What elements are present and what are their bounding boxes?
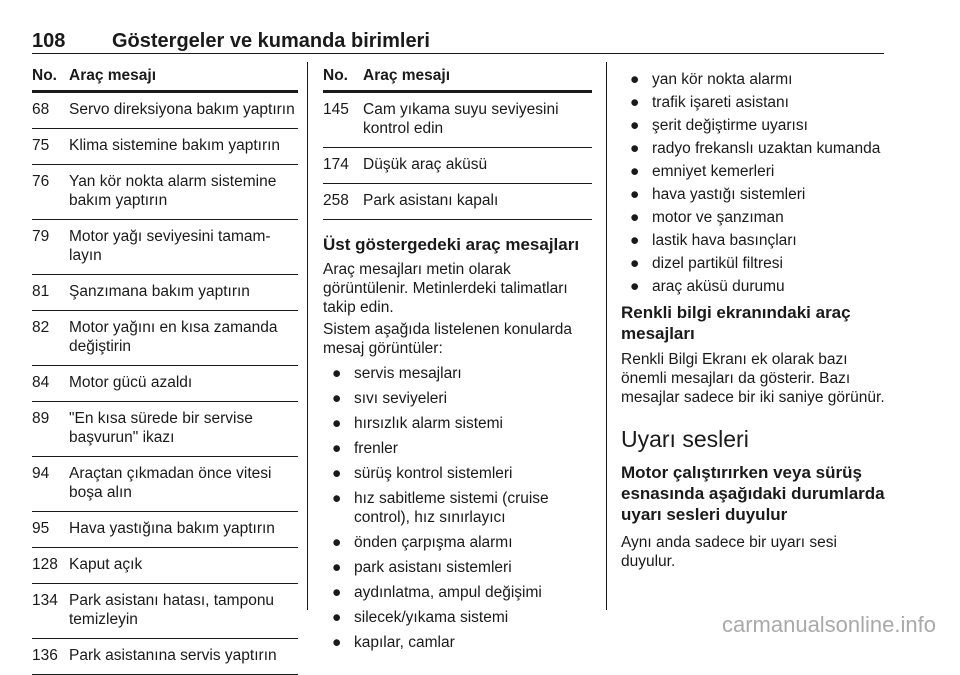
- paragraph: Aynı anda sadece bir uyarı sesi duyulur.: [621, 534, 837, 570]
- table-body: [32, 93, 298, 675]
- table-row: [32, 129, 298, 165]
- message-text: Park asistanına servis yaptırın: [69, 647, 277, 664]
- bullet-icon: ●: [630, 163, 640, 180]
- message-number: 75: [32, 137, 50, 154]
- message-number: 79: [32, 228, 50, 245]
- bullet-item: [323, 558, 592, 577]
- bullet-text: şerit değiştirme uyarısı: [652, 117, 808, 134]
- bullet-icon: ●: [332, 390, 342, 407]
- message-number: 95: [32, 520, 50, 537]
- column-right: [621, 66, 886, 571]
- bullet-item: [621, 185, 886, 204]
- bullet-icon: ●: [332, 584, 342, 601]
- message-number: 94: [32, 465, 50, 482]
- message-table-left: [32, 66, 298, 675]
- bullet-item: [621, 162, 886, 181]
- message-number: 84: [32, 374, 50, 391]
- bullet-icon: ●: [332, 490, 342, 507]
- bullet-text: aydınlatma, ampul değişimi: [354, 584, 542, 601]
- bullet-icon: ●: [630, 117, 640, 134]
- bullet-item: [323, 633, 592, 652]
- bullet-text: servis mesajları: [354, 365, 462, 382]
- page-header: [32, 30, 884, 52]
- bullet-icon: ●: [630, 255, 640, 272]
- bullet-list: [323, 364, 592, 652]
- message-text: Hava yastığına bakım yaptırın: [69, 520, 275, 537]
- message-text: Motor yağını en kısa zamanda değiştirin: [69, 319, 278, 355]
- bullet-icon: ●: [332, 559, 342, 576]
- bullet-item: [621, 70, 886, 89]
- bullet-icon: ●: [630, 232, 640, 249]
- message-text: Park asistanı hatası, tamponu temizleyin: [69, 592, 275, 628]
- message-number: 89: [32, 410, 50, 427]
- table-row: [32, 93, 298, 129]
- table-row: [32, 457, 298, 512]
- bullet-text: araç aküsü durumu: [652, 278, 785, 295]
- message-text: Yan kör nokta alarm sistemine bakım yaptırın: [69, 173, 277, 209]
- message-text: Servo direksiyona bakım yaptırın: [69, 101, 295, 118]
- section-subheading: Motor çalıştırırken veya sürüş esnasında aşağıdaki durumlarda uyarı sesleri duyulur: [621, 463, 885, 524]
- table-row: [32, 639, 298, 675]
- bullet-text: trafik işareti asistanı: [652, 94, 789, 111]
- bullet-item: [323, 364, 592, 383]
- column-header-message: Araç mesajı: [363, 67, 451, 84]
- paragraph: Araç mesajları metin olarak görüntülenir. Metinlerdeki talimatları takip edin.: [323, 261, 568, 316]
- bullet-icon: ●: [630, 140, 640, 157]
- bullet-text: emniyet kemerleri: [652, 163, 775, 180]
- bullet-text: hız sabitleme sistemi (cruise control), hız sınırlayıcı: [354, 490, 549, 526]
- message-text: Cam yıkama suyu seviyesini kontrol edin: [363, 101, 559, 137]
- message-number: 128: [32, 556, 58, 573]
- message-text: Klima sistemine bakım yaptırın: [69, 137, 281, 154]
- table-row: [32, 165, 298, 220]
- bullet-text: frenler: [354, 440, 398, 457]
- column-header-no: No.: [32, 67, 57, 84]
- column-divider: [307, 62, 308, 610]
- bullet-text: hırsızlık alarm sistemi: [354, 415, 503, 432]
- table-row: [32, 366, 298, 402]
- message-text: Kaput açık: [69, 556, 143, 573]
- bullet-icon: ●: [332, 609, 342, 626]
- bullet-text: kapılar, camlar: [354, 634, 455, 651]
- table-row: [32, 220, 298, 275]
- bullet-icon: ●: [332, 365, 342, 382]
- paragraph: Sistem aşağıda listelenen konularda mesaj görüntüler:: [323, 321, 573, 357]
- table-row: [323, 148, 592, 184]
- bullet-icon: ●: [630, 278, 640, 295]
- bullet-icon: ●: [332, 415, 342, 432]
- section-heading: Renkli bilgi ekranındaki araç mesajları: [621, 303, 851, 343]
- table-row: [32, 402, 298, 457]
- bullet-item: [621, 116, 886, 135]
- message-number: 81: [32, 283, 50, 300]
- bullet-text: yan kör nokta alarmı: [652, 71, 793, 88]
- bullet-item: [323, 608, 592, 627]
- message-number: 68: [32, 101, 50, 118]
- bullet-text: park asistanı sistemleri: [354, 559, 512, 576]
- bullet-text: silecek/yıkama sistemi: [354, 609, 509, 626]
- page-number: 108: [32, 30, 66, 52]
- bullet-item: [323, 414, 592, 433]
- table-header: [32, 66, 298, 93]
- paragraph: Renkli Bilgi Ekranı ek olarak bazı önemli mesajları da gösterir. Bazı mesajlar sadece bir iki saniye görünür.: [621, 351, 885, 406]
- bullet-text: hava yastığı sistemleri: [652, 186, 806, 203]
- bullet-text: motor ve şanzıman: [652, 209, 784, 226]
- message-text: Motor yağı seviyesini tamam-layın: [69, 228, 271, 264]
- message-number: 134: [32, 592, 58, 609]
- section-heading: Üst göstergedeki araç mesajları: [323, 235, 580, 254]
- header-rule: [32, 53, 884, 54]
- message-text: Motor gücü azaldı: [69, 374, 193, 391]
- bullet-item: [323, 389, 592, 408]
- message-text: "En kısa sürede bir servise başvurun" ikazı: [69, 410, 253, 446]
- table-row: [32, 275, 298, 311]
- bullet-item: [323, 464, 592, 483]
- table-row: [32, 548, 298, 584]
- table-row: [32, 311, 298, 366]
- bullet-item: [621, 231, 886, 250]
- message-number: 136: [32, 647, 58, 664]
- bullet-icon: ●: [630, 94, 640, 111]
- message-text: Park asistanı kapalı: [363, 192, 499, 209]
- bullet-icon: ●: [630, 186, 640, 203]
- page-title: Göstergeler ve kumanda birimleri: [112, 30, 430, 52]
- bullet-item: [621, 208, 886, 227]
- bullet-item: [323, 533, 592, 552]
- table-body: [323, 93, 592, 220]
- message-text: Şanzımana bakım yaptırın: [69, 283, 250, 300]
- table-row: [323, 93, 592, 148]
- column-header-no: No.: [323, 67, 348, 84]
- table-row: [323, 184, 592, 220]
- bullet-icon: ●: [332, 634, 342, 651]
- bullet-text: lastik hava basınçları: [652, 232, 797, 249]
- table-row: [32, 584, 298, 639]
- bullet-text: radyo frekanslı uzaktan kumanda: [652, 140, 881, 157]
- bullet-text: sıvı seviyeleri: [354, 390, 448, 407]
- bullet-icon: ●: [630, 71, 640, 88]
- message-text: Araçtan çıkmadan önce vitesi boşa alın: [69, 465, 272, 501]
- column-middle: [323, 66, 592, 652]
- message-number: 76: [32, 173, 50, 190]
- bullet-item: [621, 139, 886, 158]
- message-number: 82: [32, 319, 50, 336]
- message-number: 174: [323, 156, 349, 173]
- bullet-icon: ●: [332, 440, 342, 457]
- bullet-text: önden çarpışma alarmı: [354, 534, 513, 551]
- bullet-item: [323, 489, 592, 527]
- bullet-item: [323, 439, 592, 458]
- column-header-message: Araç mesajı: [69, 67, 157, 84]
- bullet-icon: ●: [332, 465, 342, 482]
- bullet-list: [621, 70, 886, 296]
- bullet-item: [621, 254, 886, 273]
- bullet-icon: ●: [630, 209, 640, 226]
- watermark: carmanualsonline.info: [721, 612, 936, 637]
- message-number: 258: [323, 192, 349, 209]
- bullet-icon: ●: [332, 534, 342, 551]
- message-number: 145: [323, 101, 349, 118]
- bullet-text: dizel partikül filtresi: [652, 255, 783, 272]
- table-row: [32, 512, 298, 548]
- bullet-item: [621, 277, 886, 296]
- section-title: Uyarı sesleri: [621, 426, 749, 452]
- bullet-item: [621, 93, 886, 112]
- message-text: Düşük araç aküsü: [363, 156, 488, 173]
- bullet-text: sürüş kontrol sistemleri: [354, 465, 513, 482]
- column-divider: [606, 62, 607, 610]
- table-header: [323, 66, 592, 93]
- bullet-item: [323, 583, 592, 602]
